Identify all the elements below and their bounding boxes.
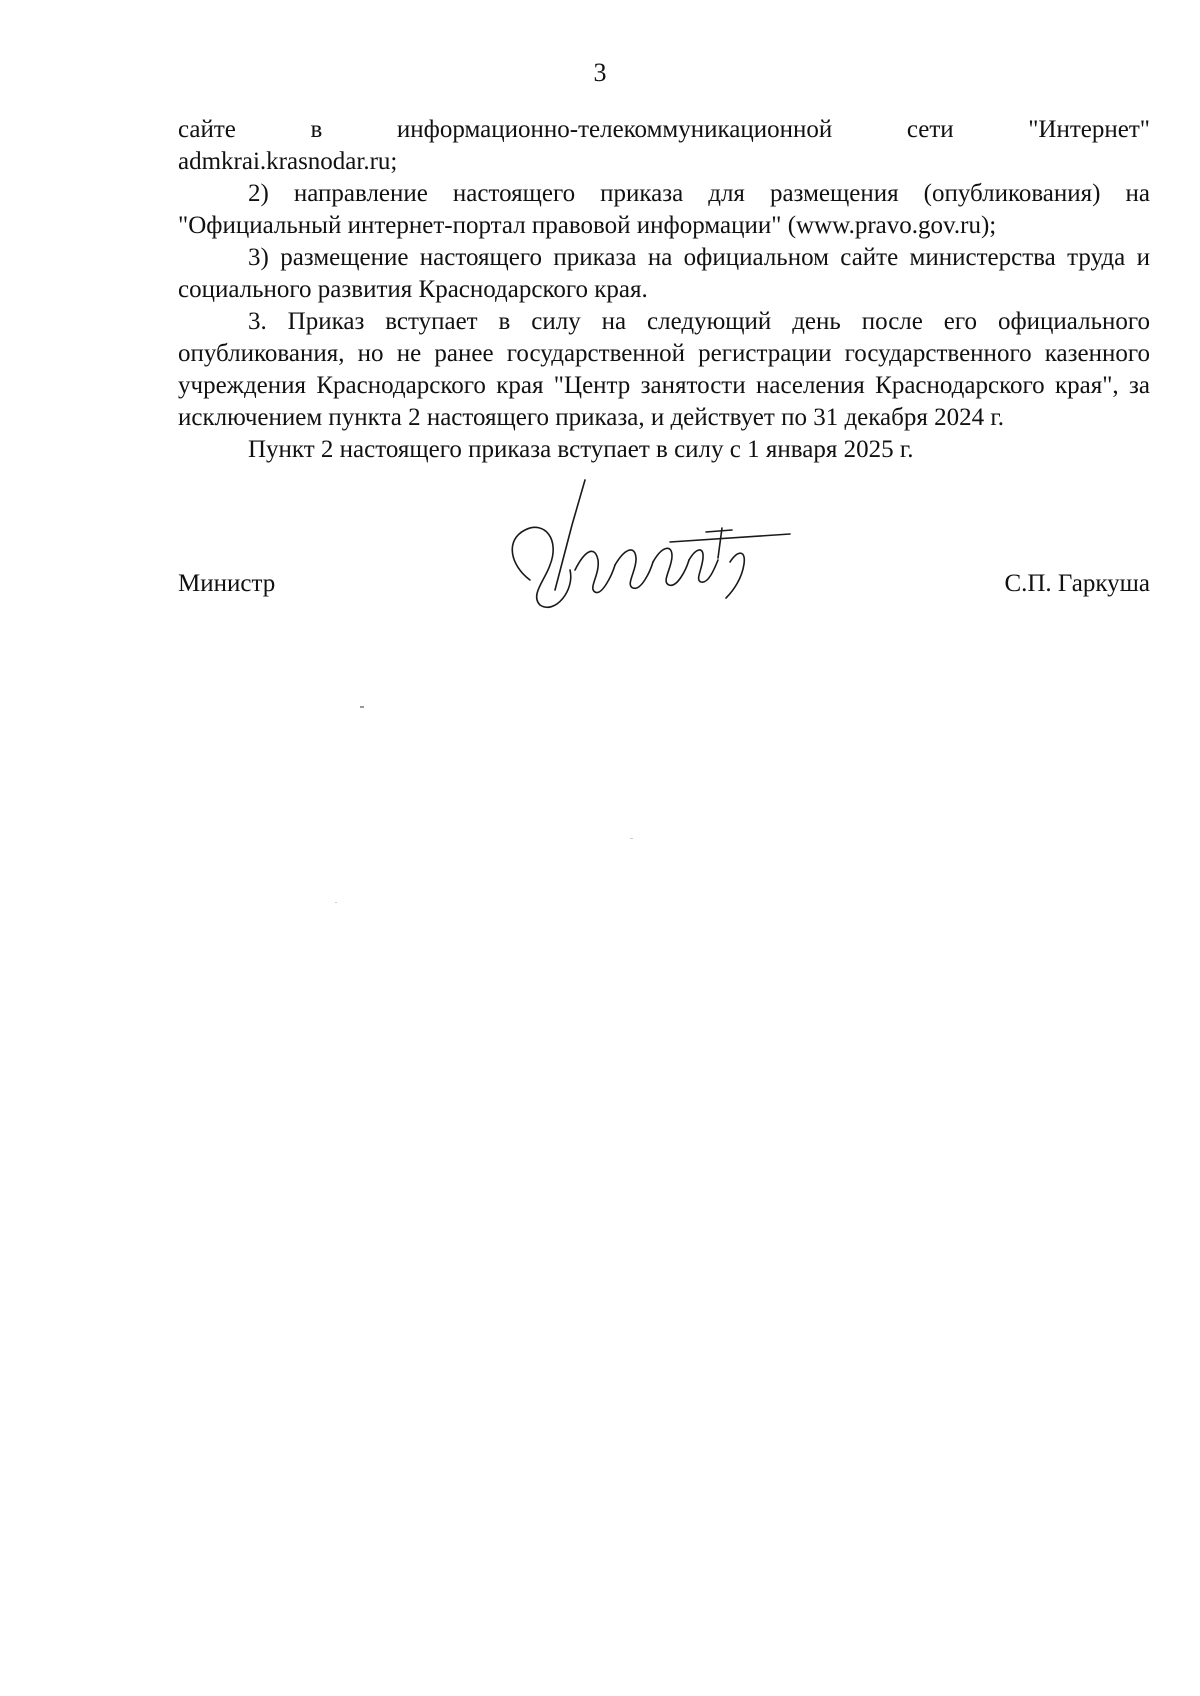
scan-speck [360, 706, 364, 708]
document-body [178, 114, 1150, 466]
paragraph-3: 3) размещение настоящего приказа на официальном сайте министерства труда и социального развития Краснодарского края. [178, 244, 1150, 303]
scan-speck [630, 838, 633, 839]
paragraph-2: 2) направление настоящего приказа для размещения (опубликования) на "Официальный интернет-портал правовой информации" (www.pravo.gov.ru); [178, 180, 1150, 239]
paragraph-5: Пункт 2 настоящего приказа вступает в силу с 1 января 2025 г. [248, 436, 914, 463]
signer-name: С.П. Гаркуша [1004, 570, 1150, 597]
scan-speck [335, 902, 337, 903]
page-number: 3 [593, 58, 607, 87]
paragraph-4: 3. Приказ вступает в силу на следующий день после его официального опубликования, но не ранее государственной регистрации государственного казенного учреждения Краснодарского края "Центр занятости населения Краснодарского края", за исключением пункта 2 настоящего приказа, и действует по 31 декабря 2024 г. [178, 308, 1150, 431]
paragraph-1-line-2: admkrai.krasnodar.ru; [178, 148, 398, 175]
paragraph-1 [178, 114, 1150, 178]
handwritten-signature [500, 470, 800, 630]
signer-title: Министр [178, 570, 276, 597]
paragraph-1-line-1: сайте в информационно-телекоммуникационной сети "Интернет" [178, 116, 1150, 143]
